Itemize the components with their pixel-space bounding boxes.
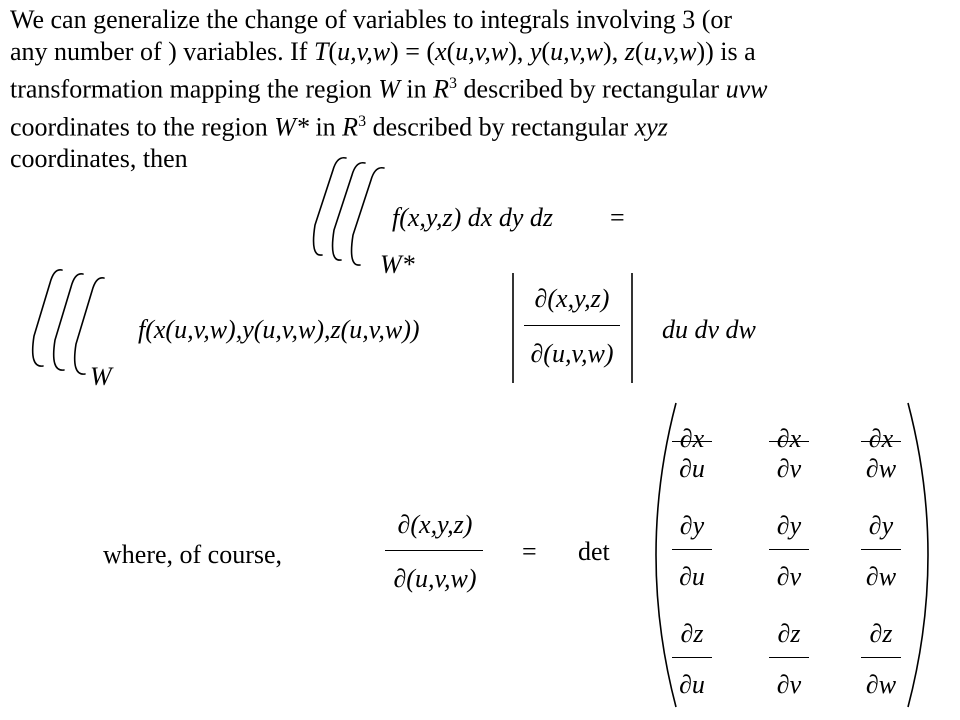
intro-line-5: coordinates, then [10, 144, 188, 174]
partial-v-denominator: ∂v [776, 454, 802, 483]
intro-line-1: We can generalize the change of variables to integrals involving 3 (or [10, 5, 733, 34]
intro-paragraph [10, 4, 955, 175]
partial-z-numerator: ∂z [777, 619, 801, 648]
integral-sign [333, 163, 365, 260]
jacobian-denominator: ∂(u,v,w) [530, 339, 614, 368]
jacobian-denominator: ∂(u,v,w) [393, 564, 477, 593]
where-text: where, of course, [103, 540, 283, 569]
region-w-star: W* [380, 250, 415, 279]
integrand-uvw: f(x(u,v,w),y(u,v,w),z(u,v,w)) [138, 315, 420, 344]
fraction-bar [672, 657, 712, 658]
det-label: det [578, 537, 610, 566]
fraction-bar [672, 549, 712, 550]
integral-sign [33, 270, 62, 366]
partial-x-numerator: ∂x [776, 424, 802, 453]
partial-x-numerator: ∂x [868, 424, 894, 453]
partial-w-denominator: ∂w [865, 454, 897, 483]
jacobian-numerator: ∂(x,y,z) [534, 284, 610, 313]
fraction-bar [861, 549, 901, 550]
jacobian-numerator: ∂(x,y,z) [397, 510, 473, 539]
intro-line-2: any number of ) variables. If T(u,v,w) = (x(u,v,w), y(u,v,w), z(u,v,w)) is a [10, 37, 756, 66]
partial-z-numerator: ∂z [869, 619, 893, 648]
fraction-bar [385, 550, 483, 551]
partial-u-denominator: ∂u [679, 562, 705, 591]
differential-uvw: du dv dw [662, 315, 756, 344]
fraction-bar [861, 441, 901, 442]
equals-sign: = [610, 203, 625, 232]
fraction-bar [769, 549, 809, 550]
integrand-xyz: f(x,y,z) dx dy dz [392, 203, 554, 232]
integral-sign [75, 278, 104, 374]
intro-line-4: coordinates to the region W* in $R^3$ described by rectangular xyz [10, 112, 668, 142]
partial-u-denominator: ∂u [679, 670, 705, 699]
partial-v-denominator: ∂v [776, 562, 802, 591]
partial-u-denominator: ∂u [679, 454, 705, 483]
fraction-bar [524, 325, 620, 326]
partial-z-numerator: ∂z [680, 619, 704, 648]
fraction-bar [769, 441, 809, 442]
intro-line-3: transformation mapping the region W in $R^3$ described by rectangular uvw [10, 74, 768, 104]
partial-x-numerator: ∂x [679, 424, 705, 453]
partial-y-numerator: ∂y [868, 511, 894, 540]
region-w: W [90, 362, 112, 391]
partial-y-numerator: ∂y [679, 511, 705, 540]
partial-w-denominator: ∂w [865, 670, 897, 699]
equals-sign: = [522, 537, 537, 566]
partial-w-denominator: ∂w [865, 562, 897, 591]
partial-y-numerator: ∂y [776, 511, 802, 540]
matrix-right-paren [908, 403, 928, 707]
integral-sign [54, 274, 83, 370]
fraction-bar [861, 657, 901, 658]
partial-v-denominator: ∂v [776, 670, 802, 699]
fraction-bar [769, 657, 809, 658]
fraction-bar [672, 441, 712, 442]
